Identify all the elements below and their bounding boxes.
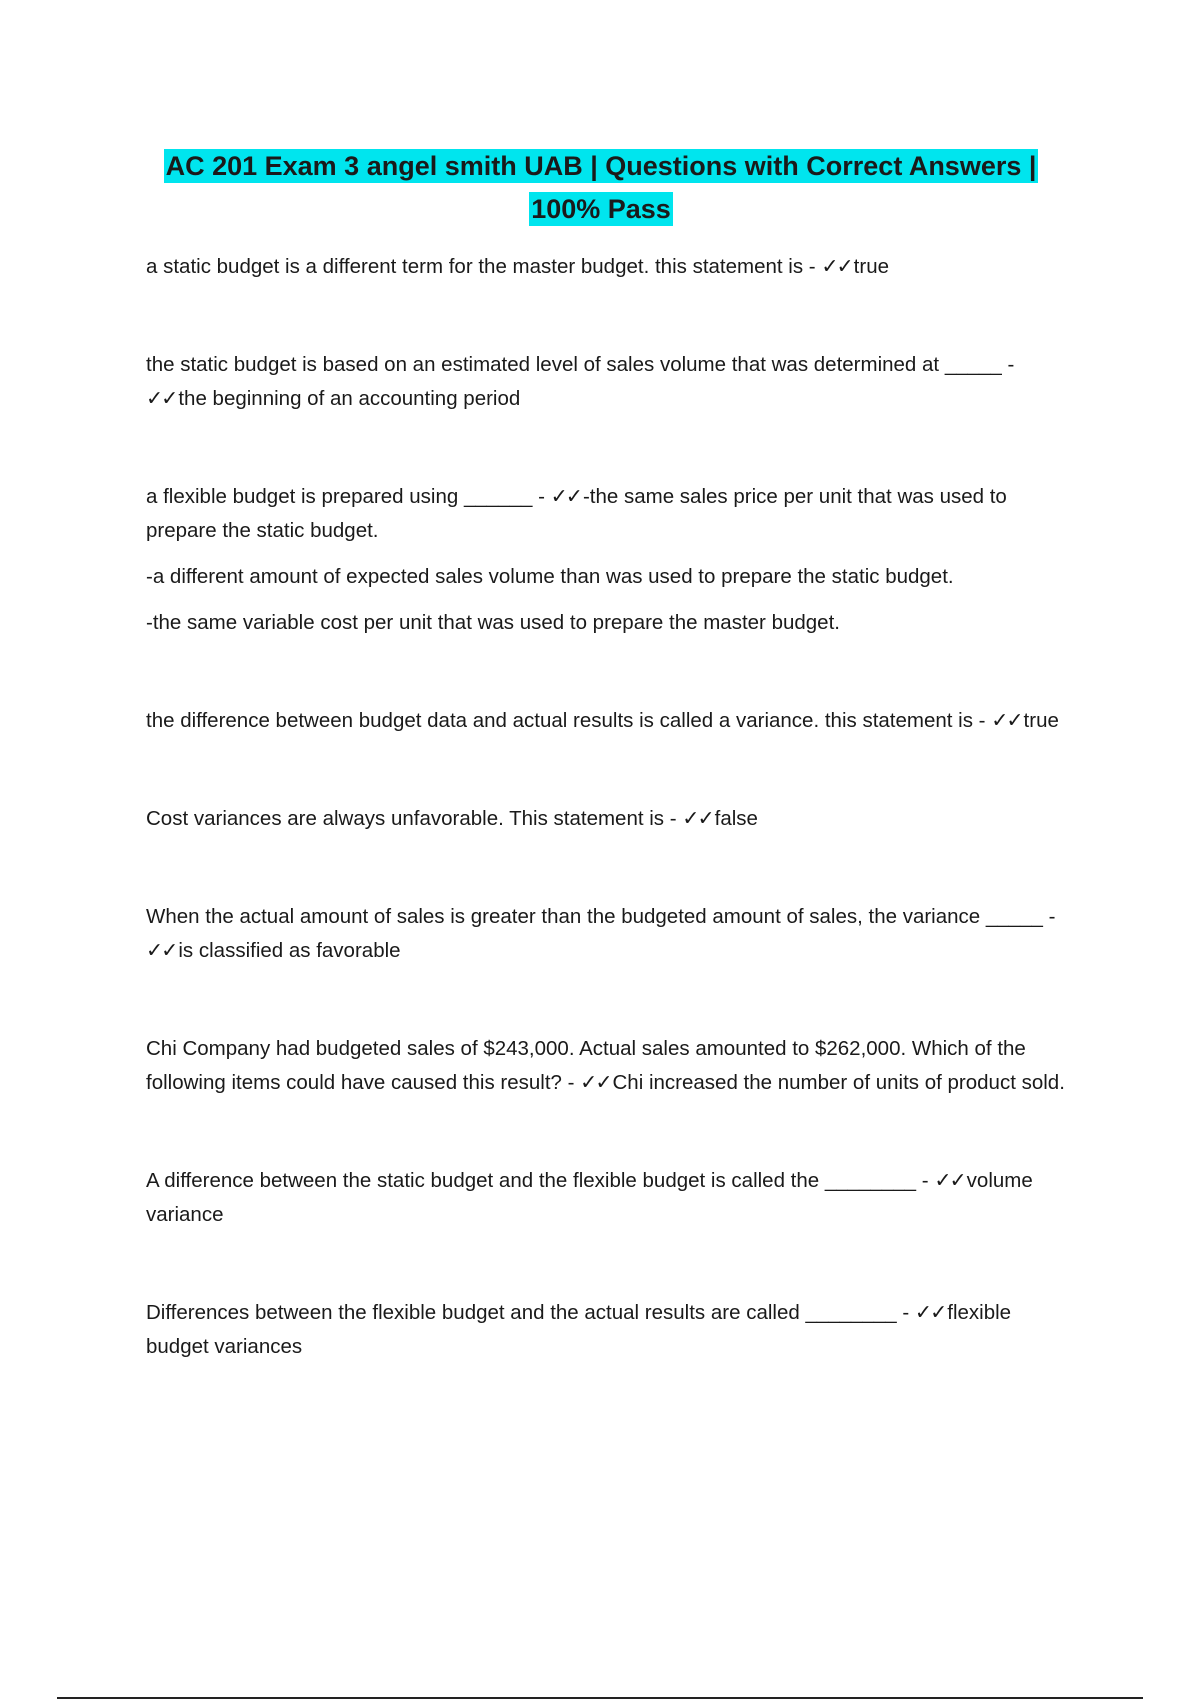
check-icon: ✓✓ <box>914 1301 946 1324</box>
spacer <box>146 1232 1066 1296</box>
question-text: the static budget is based on an estimated level of sales volume that was determined at _____ - <box>146 353 1015 376</box>
answer-text: -the same sales price per unit that was used to prepare the static budget. <box>146 485 1007 542</box>
check-icon: ✓✓ <box>821 255 852 278</box>
question-text: a flexible budget is prepared using ______ - <box>146 485 551 508</box>
document-title <box>146 145 1056 231</box>
check-icon: ✓✓ <box>550 485 581 508</box>
answer-text: flexible budget variances <box>146 1301 1012 1358</box>
qa-item-2 <box>146 348 1066 416</box>
title-line-2: 100% Pass <box>531 194 671 224</box>
question-text: A difference between the static budget and the flexible budget is called the ________ - <box>146 1169 935 1192</box>
spacer <box>146 1100 1066 1164</box>
answer-text: is classified as favorable <box>178 939 401 962</box>
spacer <box>146 738 1066 802</box>
spacer <box>146 836 1066 900</box>
question-text: the difference between budget data and actual results is called a variance. this statement is - <box>146 709 992 732</box>
question-text: Chi Company had budgeted sales of $243,000. Actual sales amounted to $262,000. Which of the following items could have caused this result? - <box>146 1037 1026 1094</box>
answer-text: volume variance <box>146 1169 1033 1226</box>
spacer <box>146 968 1066 1032</box>
qa-item-6 <box>146 900 1066 968</box>
check-icon: ✓✓ <box>991 709 1022 732</box>
qa-item-5 <box>146 802 1066 836</box>
answer-text: Chi increased the number of units of product sold. <box>612 1071 1065 1094</box>
answer-text: true <box>1023 709 1059 732</box>
check-icon: ✓✓ <box>580 1071 611 1094</box>
question-text: a static budget is a different term for the master budget. this statement is - <box>146 255 822 278</box>
spacer <box>146 416 1066 480</box>
qa-item-8 <box>146 1164 1066 1232</box>
qa-item-9 <box>146 1296 1066 1364</box>
qa-item-4 <box>146 704 1066 738</box>
question-text: When the actual amount of sales is greater than the budgeted amount of sales, the variance _____ - <box>146 905 1056 928</box>
check-icon: ✓✓ <box>682 807 713 830</box>
spacer <box>146 640 1066 704</box>
check-icon: ✓✓ <box>934 1169 965 1192</box>
question-text: Cost variances are always unfavorable. This statement is - <box>146 807 683 830</box>
footer-divider <box>57 1697 1143 1699</box>
question-text: Differences between the flexible budget and the actual results are called ________ - <box>146 1301 915 1324</box>
answer-extra-2: -the same variable cost per unit that was used to prepare the master budget. <box>146 611 840 634</box>
answer-text: false <box>714 807 758 830</box>
answer-text: the beginning of an accounting period <box>178 387 521 410</box>
answer-text: true <box>853 255 889 278</box>
qa-item-7 <box>146 1032 1066 1100</box>
check-icon: ✓✓ <box>146 939 177 962</box>
title-line-1: AC 201 Exam 3 angel smith UAB | Questions with Correct Answers | <box>165 151 1037 181</box>
qa-item-3 <box>146 480 1066 640</box>
answer-extra-1: -a different amount of expected sales volume than was used to prepare the static budget. <box>146 565 954 588</box>
qa-list <box>146 250 1066 1364</box>
qa-item-1 <box>146 250 1066 284</box>
check-icon: ✓✓ <box>146 387 177 410</box>
spacer <box>146 284 1066 348</box>
